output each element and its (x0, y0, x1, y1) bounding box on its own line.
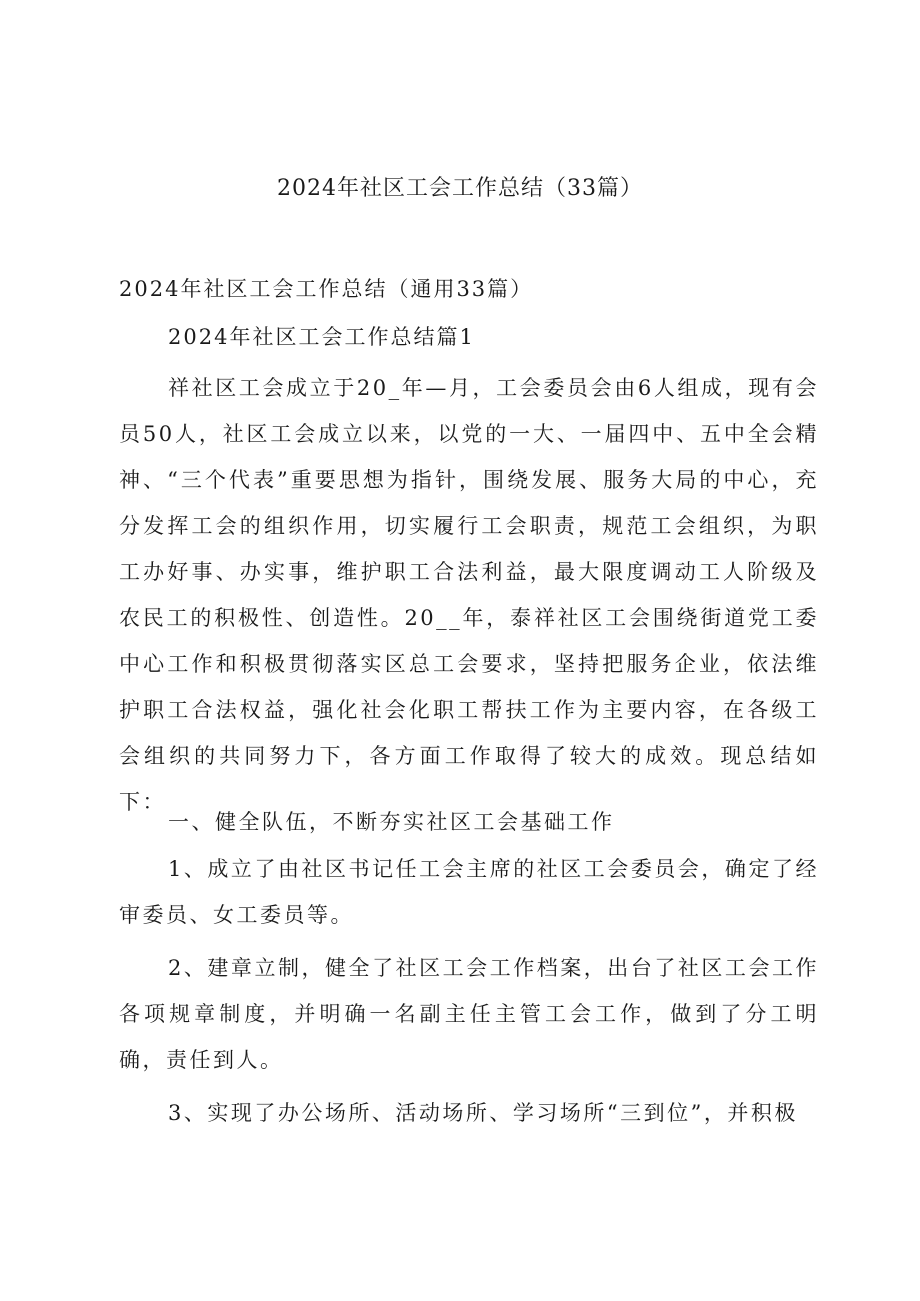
item-paragraph-3: 3、实现了办公场所、活动场所、学习场所“三到位”，并积极 (168, 1101, 798, 1125)
item-paragraph-2: 2、建章立制，健全了社区工会工作档案，出台了社区工会工作各项规章制度，并明确一名副主任主管工会工作，做到了分工明确，责任到人。 (119, 956, 819, 1072)
intro-paragraph: 祥社区工会成立于20_年—月，工会委员会由6人组成，现有会员50人，社区工会成立以来，以党的一大、一届四中、五中全会精神、“三个代表”重要思想为指针，围绕发展、服务大局的中心，充分发挥工会的组织作用，切实履行工会职责，规范工会组织，为职工办好事、办实事，维护职工合法利益，最大限度调动工人阶级及农民工的积极性、创造性。20__年，泰祥社区工会围绕街道党工委中心工作和积极贯彻落实区总工会要求，坚持把服务企业，依法维护职工合法权益，强化社会化职工帮扶工作为主要内容，在各级工会组织的共同努力下，各方面工作取得了较大的成效。现总结如下： (119, 376, 819, 814)
item-paragraph-1: 1、成立了由社区书记任工会主席的社区工会委员会，确定了经审委员、女工委员等。 (119, 857, 819, 927)
document-title: 2024年社区工会工作总结（33篇） (277, 176, 643, 201)
section-heading: 2024年社区工会工作总结篇1 (168, 325, 475, 349)
subheading-paragraph: 一、健全队伍，不断夯实社区工会基础工作 (168, 810, 615, 834)
document-subtitle: 2024年社区工会工作总结（通用33篇） (119, 277, 534, 301)
